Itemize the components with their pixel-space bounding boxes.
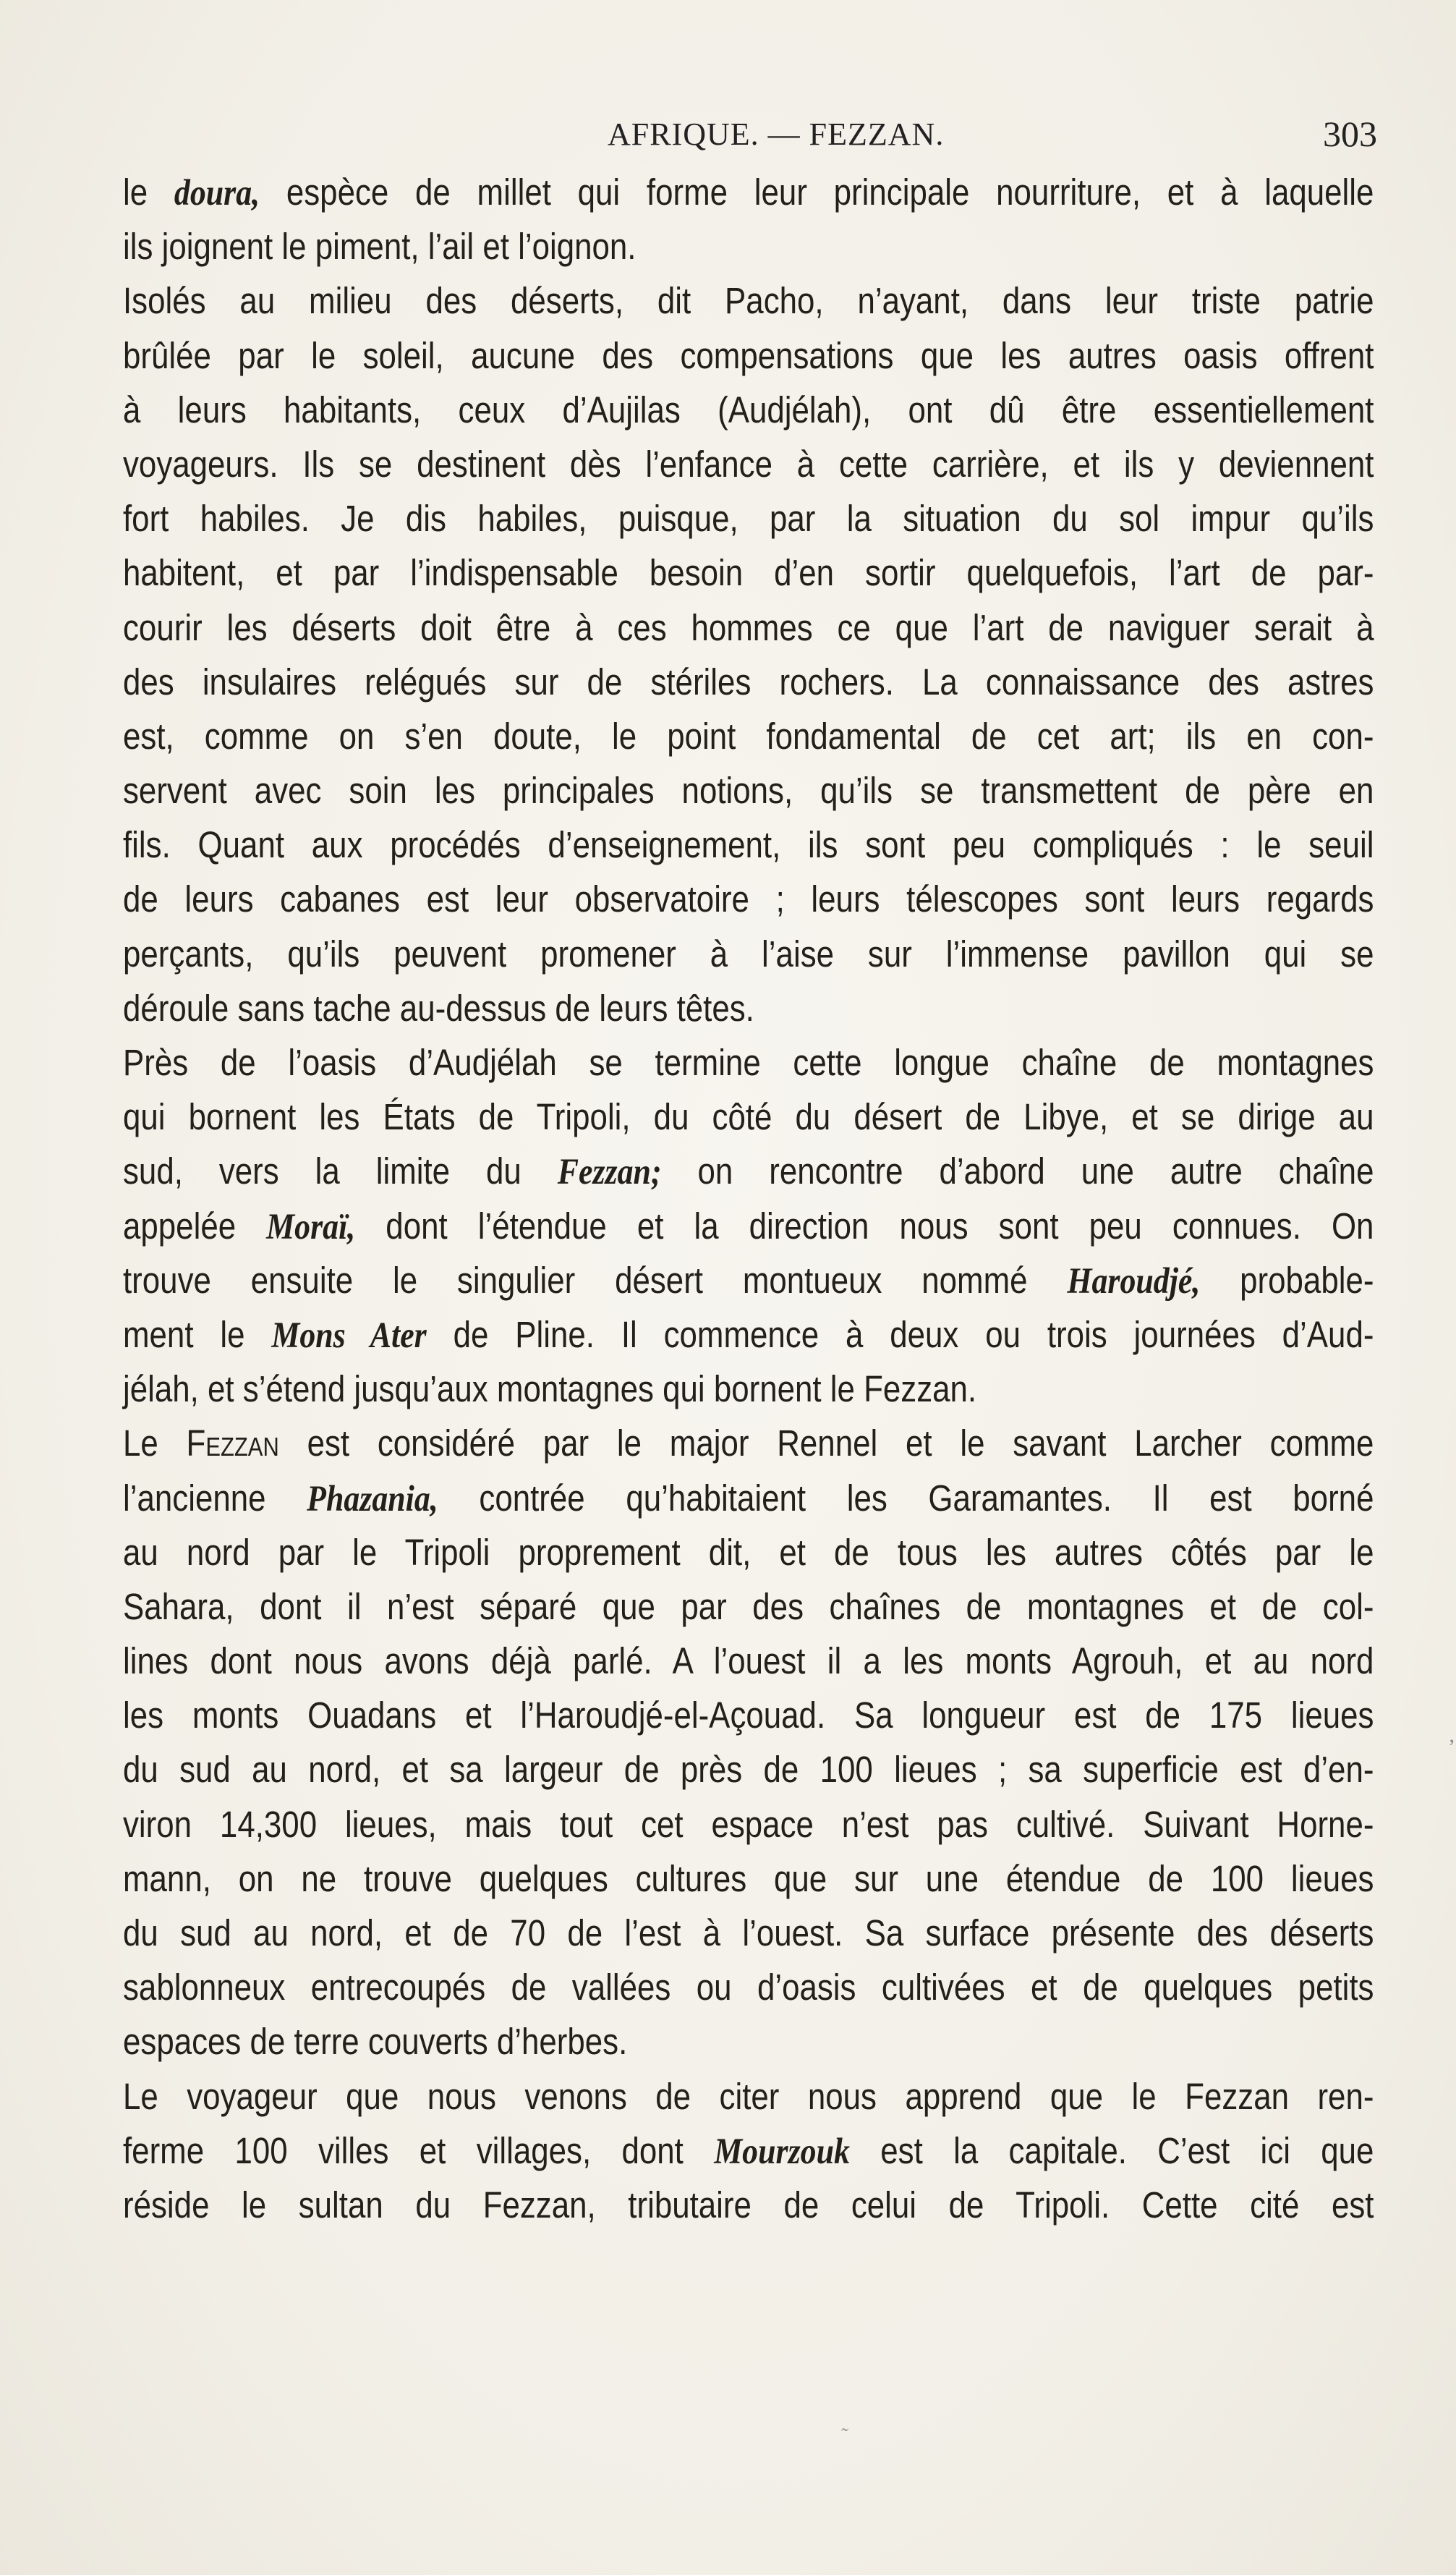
text-line: sud, vers la limite du Fezzan; on rencontre d’abord une autre chaîne [123,1150,1374,1193]
text-line: jélah, et s’étend jusqu’aux montagnes qui bornent le Fezzan. [123,1368,977,1410]
text-line: lines dont nous avons déjà parlé. A l’ouest il a les monts Agrouh, et au nord [123,1640,1374,1682]
text-line: réside le sultan du Fezzan, tributaire de celui de Tripoli. Cette cité est [123,2184,1374,2226]
text-line: déroule sans tache au-dessus de leurs têtes. [123,987,754,1029]
text-line: Près de l’oasis d’Audjélah se termine cette longue chaîne de montagnes [123,1042,1374,1083]
text-line: est, comme on s’en doute, le point fondamental de cet art; ils en con- [123,715,1374,757]
text-line: les monts Ouadans et l’Haroudjé-el-Açouad. Sa longueur est de 175 lieues [123,1694,1374,1736]
text-line: brûlée par le soleil, aucune des compensations que les autres oasis offrent [123,334,1374,376]
text-line: Isolés au milieu des déserts, dit Pacho, n’ayant, dans leur triste patrie [123,280,1374,322]
text-line: viron 14,300 lieues, mais tout cet espace n’est pas cultivé. Suivant Horne- [123,1803,1374,1845]
text-line: le doura, espèce de millet qui forme leur principale nourriture, et à laquelle [123,171,1374,213]
text-line: ferme 100 villes et villages, dont Mourzouk est la capitale. C’est ici que [123,2129,1374,2172]
text-line: du sud au nord, et sa largeur de près de 100 lieues ; sa superficie est d’en- [123,1749,1374,1791]
text-line: appelée Moraï, dont l’étendue et la direction nous sont peu connues. On [123,1205,1374,1247]
text-line: l’ancienne Phazania, contrée qu’habitaient les Garamantes. Il est borné [123,1477,1374,1519]
text-line: du sud au nord, et de 70 de l’est à l’ouest. Sa surface présente des déserts [123,1912,1374,1953]
text-line: Sahara, dont il n’est séparé que par des chaînes de montagnes et de col- [123,1585,1374,1627]
text-line: perçants, qu’ils peuvent promener à l’aise sur l’immense pavillon qui se [123,933,1374,975]
page-number: 303 [1323,114,1377,154]
margin-mark: ’ [1448,1735,1455,1759]
text-line: servent avec soin les principales notions, qu’ils se transmettent de père en [123,770,1374,812]
text-line: de leurs cabanes est leur observatoire ; leurs télescopes sont leurs regards [123,878,1374,920]
body-text [123,165,1374,2232]
text-line: trouve ensuite le singulier désert montueux nommé Haroudjé, probable- [123,1259,1374,1302]
text-line: habitent, et par l’indispensable besoin d’en sortir quelquefois, l’art de par- [123,552,1374,594]
text-line: fort habiles. Je dis habiles, puisque, par la situation du sol impur qu’ils [123,498,1374,540]
text-line: espaces de terre couverts d’herbes. [123,2021,628,2063]
text-line: courir les déserts doit être à ces hommes ce que l’art de naviguer serait à [123,606,1374,648]
bottom-mark: ˜ [841,2424,848,2448]
text-line: à leurs habitants, ceux d’Aujilas (Audjélah), ont dû être essentiellement [123,389,1374,430]
running-title: AFRIQUE. — FEZZAN. [608,116,945,152]
text-line: Le Fezzan est considéré par le major Rennel et le savant Larcher comme [123,1422,1374,1464]
text-line: fils. Quant aux procédés d’enseignement, ils sont peu compliqués : le seuil [123,824,1374,866]
text-line: ment le Mons Ater de Pline. Il commence à deux ou trois journées d’Aud- [123,1313,1374,1356]
text-line: des insulaires relégués sur de stériles rochers. La connaissance des astres [123,661,1374,703]
text-line: ils joignent le piment, l’ail et l’oignon. [123,226,637,268]
text-line: au nord par le Tripoli proprement dit, et de tous les autres côtés par le [123,1531,1374,1573]
text-line: voyageurs. Ils se destinent dès l’enfance à cette carrière, et ils y deviennent [123,443,1374,485]
text-line: qui bornent les États de Tripoli, du côté du désert de Libye, et se dirige au [123,1096,1374,1138]
text-line: sablonneux entrecoupés de vallées ou d’oasis cultivées et de quelques petits [123,1967,1374,2008]
text-line: Le voyageur que nous venons de citer nous apprend que le Fezzan ren- [123,2075,1374,2117]
text-line: mann, on ne trouve quelques cultures que sur une étendue de 100 lieues [123,1857,1374,1899]
